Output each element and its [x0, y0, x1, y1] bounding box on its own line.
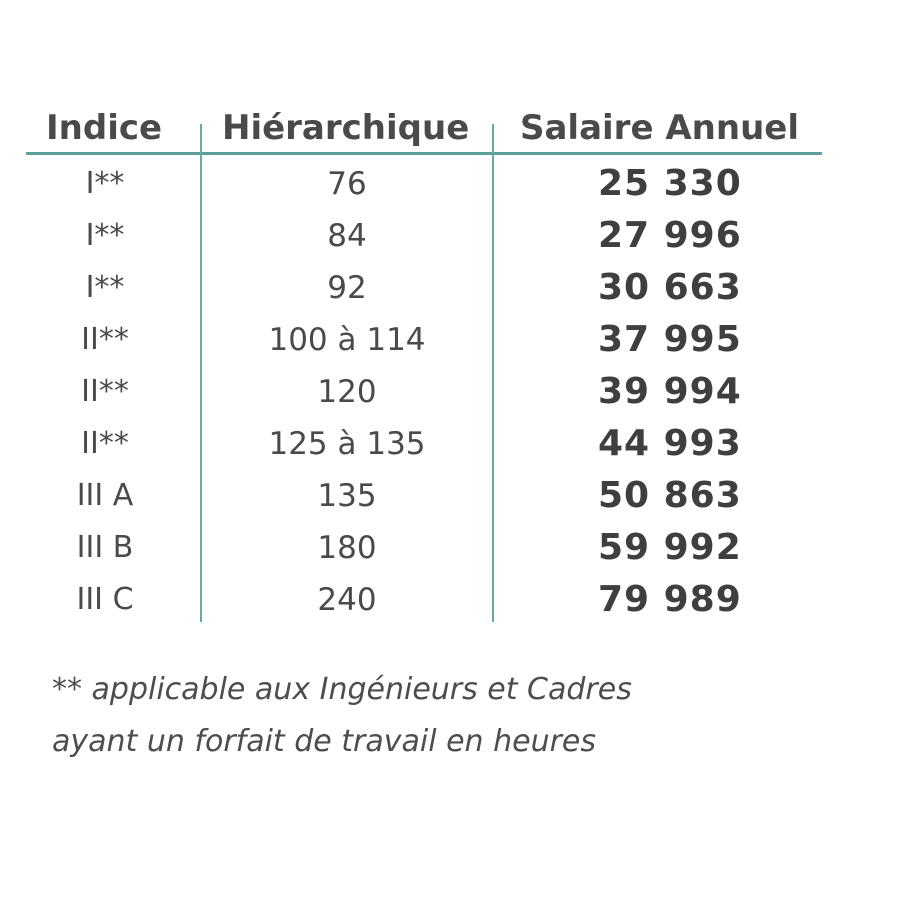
cell-indice: III A	[76, 478, 134, 513]
footnote-line-1: ** applicable aux Ingénieurs et Cadres	[52, 672, 632, 707]
cell-salaire: 37 995	[598, 319, 742, 360]
cell-hierarchique: 240	[317, 582, 377, 618]
cell-salaire: 79 989	[598, 579, 742, 620]
header-hierarchique: Hiérarchique	[222, 108, 470, 148]
cell-indice: II**	[81, 322, 129, 357]
cell-salaire: 27 996	[598, 215, 742, 256]
cell-salaire: 25 330	[598, 163, 742, 204]
cell-hierarchique: 120	[317, 374, 377, 410]
table-row	[26, 522, 822, 574]
table-row	[26, 574, 822, 626]
table-row	[26, 366, 822, 418]
salary-table	[26, 100, 822, 622]
cell-salaire: 44 993	[598, 423, 742, 464]
header-indice: Indice	[46, 108, 163, 148]
footnote	[52, 664, 852, 768]
table-row	[26, 314, 822, 366]
cell-indice: II**	[81, 426, 129, 461]
table-row	[26, 418, 822, 470]
header-salaire-annuel: Salaire Annuel	[520, 108, 799, 148]
cell-hierarchique: 135	[317, 478, 377, 514]
cell-salaire: 59 992	[598, 527, 742, 568]
cell-hierarchique: 92	[327, 270, 367, 306]
table-header	[26, 100, 822, 152]
cell-hierarchique: 84	[327, 218, 367, 254]
cell-indice: II**	[81, 374, 129, 409]
table-row	[26, 470, 822, 522]
cell-salaire: 30 663	[598, 267, 742, 308]
cell-salaire: 39 994	[598, 371, 742, 412]
cell-indice: III B	[76, 530, 134, 565]
table-body	[26, 158, 822, 626]
table-row	[26, 262, 822, 314]
cell-hierarchique: 125 à 135	[268, 426, 426, 462]
cell-indice: I**	[85, 166, 125, 201]
footnote-line-2: ayant un forfait de travail en heures	[52, 724, 596, 759]
cell-indice: I**	[85, 218, 125, 253]
cell-hierarchique: 76	[327, 166, 367, 202]
cell-salaire: 50 863	[598, 475, 742, 516]
table-row	[26, 210, 822, 262]
cell-hierarchique: 100 à 114	[268, 322, 426, 358]
table-row	[26, 158, 822, 210]
cell-indice: III C	[76, 582, 134, 617]
header-divider	[26, 152, 822, 155]
cell-indice: I**	[85, 270, 125, 305]
cell-hierarchique: 180	[317, 530, 377, 566]
